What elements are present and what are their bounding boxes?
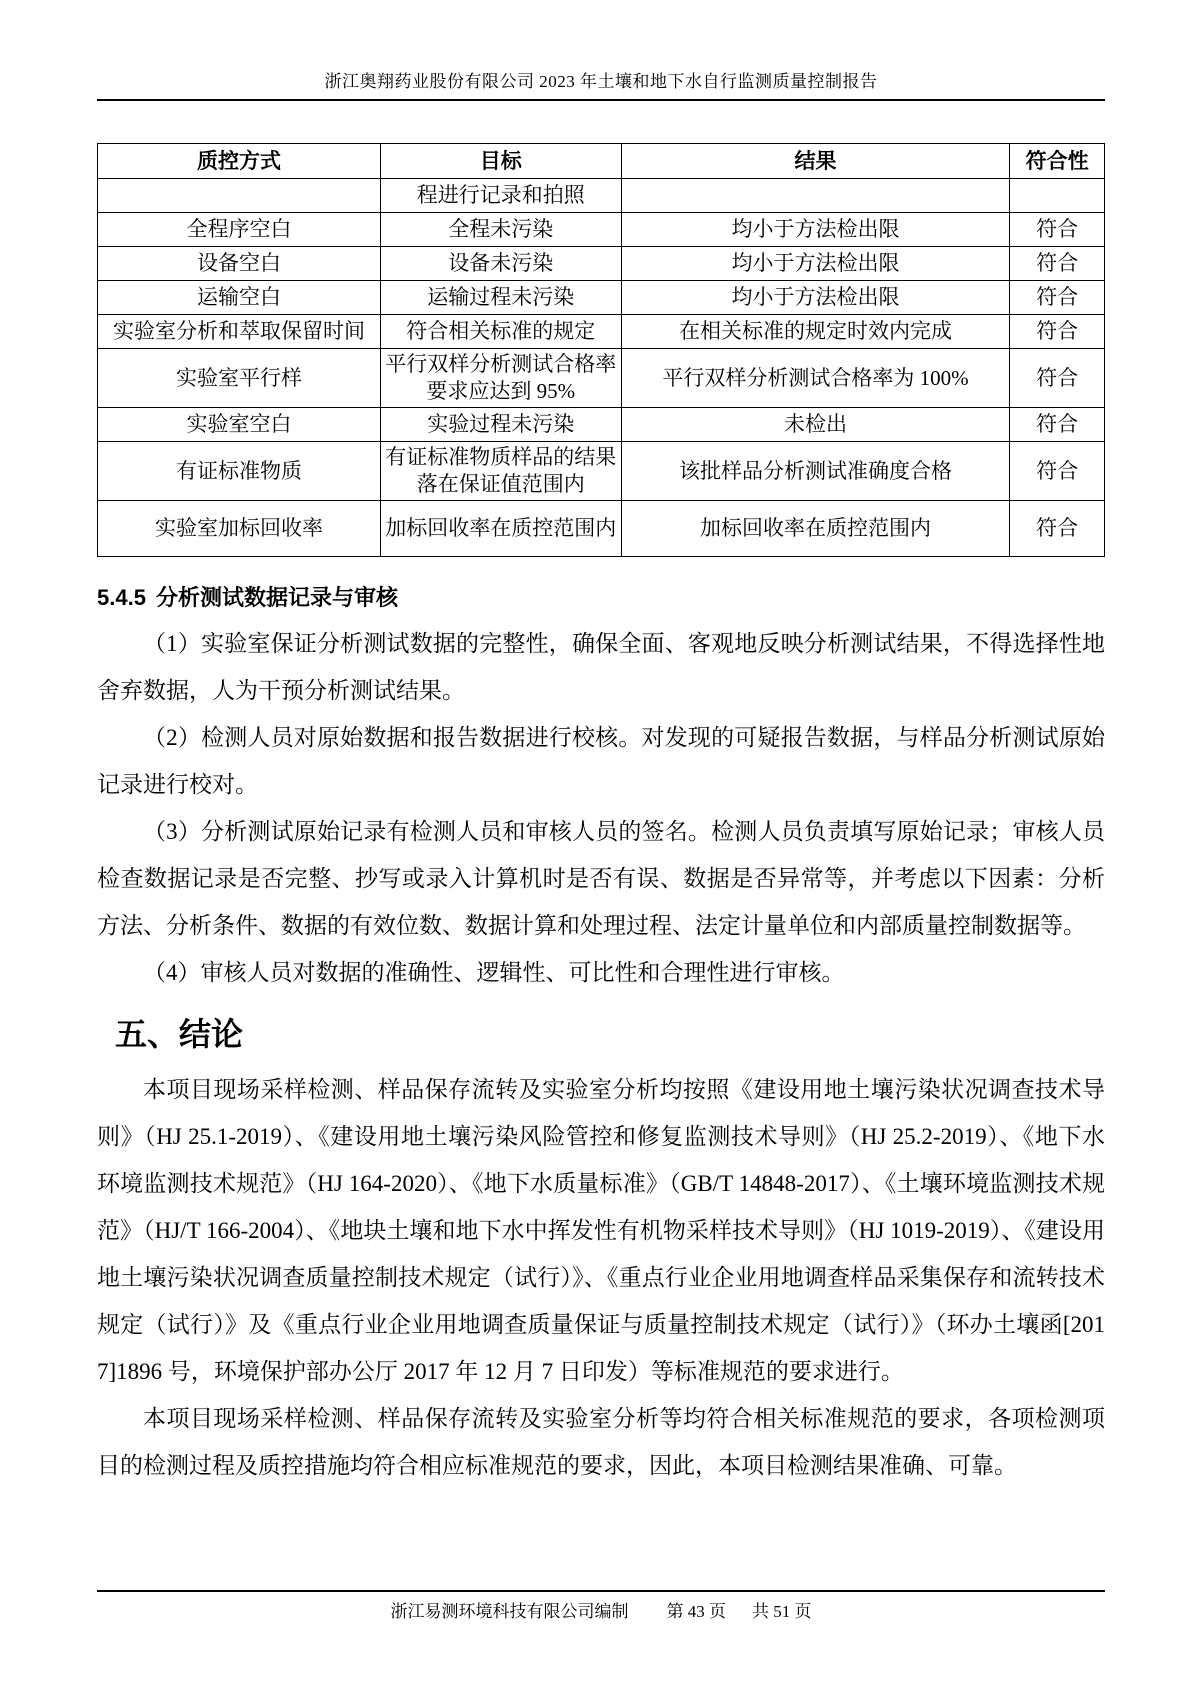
cell-target: 平行双样分析测试合格率要求应达到 95% <box>380 349 621 408</box>
page-content <box>97 0 1105 1489</box>
cell-result: 未检出 <box>621 408 1010 442</box>
cell-method <box>98 179 381 213</box>
table-header-row <box>98 144 1105 179</box>
cell-method: 实验室平行样 <box>98 349 381 408</box>
cell-target: 全程未污染 <box>380 213 621 247</box>
conclusion-paragraph: 本项目现场采样检测、样品保存流转及实验室分析等均符合相关标准规范的要求，各项检测项目的检测过程及质控措施均符合相应标准规范的要求，因此，本项目检测结果准确、可靠。 <box>97 1406 1105 1478</box>
body-paragraph: （1）实验室保证分析测试数据的完整性，确保全面、客观地反映分析测试结果，不得选择性地舍弃数据，人为干预分析测试结果。 <box>97 631 1105 703</box>
cell-method: 有证标准物质 <box>98 442 381 501</box>
table-row <box>98 213 1105 247</box>
table-row <box>98 408 1105 442</box>
cell-conformity <box>1010 179 1105 213</box>
cell-method: 实验室空白 <box>98 408 381 442</box>
section-heading-5-4-5 <box>97 583 1105 613</box>
col-header-method: 质控方式 <box>98 144 381 179</box>
cell-method: 全程序空白 <box>98 213 381 247</box>
cell-target: 符合相关标准的规定 <box>380 315 621 349</box>
table-row <box>98 501 1105 557</box>
body-paragraph: （3）分析测试原始记录有检测人员和审核人员的签名。检测人员负责填写原始记录；审核人员检查数据记录是否完整、抄写或录入计算机时是否有误、数据是否异常等，并考虑以下因素：分析方法、分析条件、数据的有效位数、数据计算和处理过程、法定计量单位和内部质量控制数据等。 <box>97 819 1105 938</box>
body-paragraph: （4）审核人员对数据的准确性、逻辑性、可比性和合理性进行审核。 <box>143 960 845 985</box>
table-row <box>98 281 1105 315</box>
footer-rule <box>97 1590 1105 1592</box>
conclusion-body <box>97 1066 1105 1489</box>
table-row <box>98 179 1105 213</box>
cell-conformity: 符合 <box>1010 442 1105 501</box>
cell-conformity: 符合 <box>1010 281 1105 315</box>
footer-text <box>97 1600 1105 1624</box>
cell-result: 均小于方法检出限 <box>621 213 1010 247</box>
cell-conformity: 符合 <box>1010 349 1105 408</box>
cell-result <box>621 179 1010 213</box>
cell-method: 运输空白 <box>98 281 381 315</box>
body-paragraph: （2）检测人员对原始数据和报告数据进行校核。对发现的可疑报告数据，与样品分析测试原始记录进行校对。 <box>97 725 1105 797</box>
cell-target: 运输过程未污染 <box>380 281 621 315</box>
page-header-title: 浙江奥翔药业股份有限公司 2023 年土壤和地下水自行监测质量控制报告 <box>324 72 878 91</box>
cell-method: 实验室分析和萃取保留时间 <box>98 315 381 349</box>
cell-target: 设备未污染 <box>380 247 621 281</box>
cell-target: 实验过程未污染 <box>380 408 621 442</box>
cell-target: 加标回收率在质控范围内 <box>380 501 621 557</box>
conclusion-heading: 五、结论 <box>115 1016 244 1052</box>
cell-conformity: 符合 <box>1010 247 1105 281</box>
cell-result: 该批样品分析测试准确度合格 <box>621 442 1010 501</box>
cell-result: 均小于方法检出限 <box>621 247 1010 281</box>
cell-method: 设备空白 <box>98 247 381 281</box>
col-header-conformity: 符合性 <box>1010 144 1105 179</box>
cell-method: 实验室加标回收率 <box>98 501 381 557</box>
section-number: 5.4.5 <box>97 585 146 610</box>
cell-target: 有证标准物质样品的结果落在保证值范围内 <box>380 442 621 501</box>
cell-conformity: 符合 <box>1010 213 1105 247</box>
page-footer <box>97 1590 1105 1624</box>
cell-result: 加标回收率在质控范围内 <box>621 501 1010 557</box>
header-rule <box>97 99 1105 101</box>
cell-conformity: 符合 <box>1010 501 1105 557</box>
qc-table <box>97 143 1105 557</box>
cell-result: 在相关标准的规定时效内完成 <box>621 315 1010 349</box>
section-body <box>97 620 1105 996</box>
cell-conformity: 符合 <box>1010 408 1105 442</box>
table-row <box>98 315 1105 349</box>
table-row <box>98 442 1105 501</box>
conclusion-paragraph: 本项目现场采样检测、样品保存流转及实验室分析均按照《建设用地土壤污染状况调查技术导则》（HJ 25.1-2019）、《建设用地土壤污染风险管控和修复监测技术导则》（HJ 25.2-2019）、《地下水环境监测技术规范》（HJ 164-2020）、《地下水质量标准》（GB/T 14848-2017）、《土壤环境监测技术规范》（HJ/T 166-2004）、《地块土壤和地下水中挥发性有机物采样技术导则》（HJ 1019-2019）、《建设用地土壤污染状况调查质量控制技术规定（试行）》、《重点行业企业用地调查样品采集保存和流转技术规定（试行）》及《重点行业企业用地调查质量保证与质量控制技术规定（试行）》（环办土壤函[2017]1896 号，环境保护部办公厅 2017 年 12 月 7 日印发）等标准规范的要求进行。 <box>97 1077 1105 1384</box>
col-header-result: 结果 <box>621 144 1010 179</box>
footer-page-number: 第 43 页 <box>666 1602 726 1621</box>
cell-result: 均小于方法检出限 <box>621 281 1010 315</box>
section-title: 分析测试数据记录与审核 <box>155 585 398 610</box>
table-row <box>98 247 1105 281</box>
footer-company: 浙江易测环境科技有限公司编制 <box>390 1602 629 1621</box>
table-row <box>98 349 1105 408</box>
cell-conformity: 符合 <box>1010 315 1105 349</box>
footer-page-total: 共 51 页 <box>752 1602 812 1621</box>
col-header-target: 目标 <box>380 144 621 179</box>
cell-target: 程进行记录和拍照 <box>380 179 621 213</box>
cell-result: 平行双样分析测试合格率为 100% <box>621 349 1010 408</box>
